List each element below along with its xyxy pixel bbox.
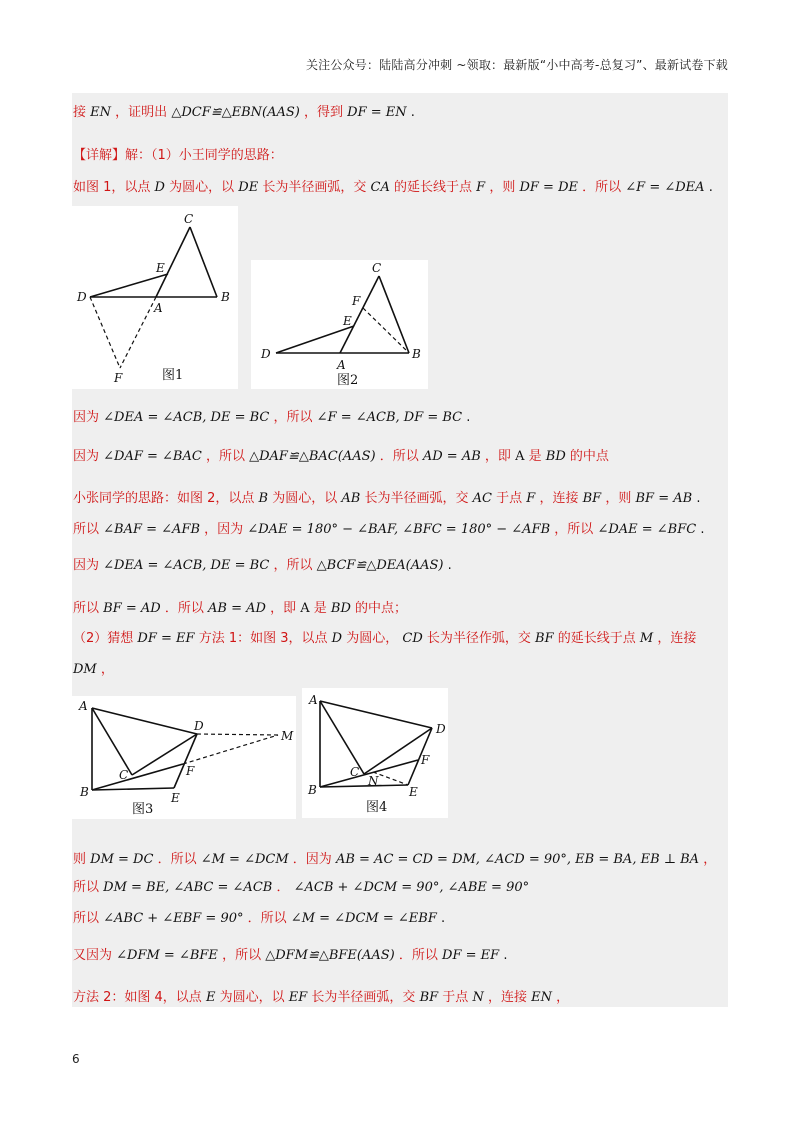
text: 的中点； xyxy=(355,601,408,616)
text: ，连接 xyxy=(487,990,527,1005)
text-line xyxy=(73,660,728,680)
label-b: B xyxy=(308,783,317,797)
label-d: D xyxy=(436,722,446,736)
math: ∠DEA = ∠ACB, DE = BC xyxy=(103,558,270,573)
text-line xyxy=(73,988,728,1008)
segment-fm xyxy=(183,735,278,764)
label-e: E xyxy=(156,261,165,275)
text: 因为 xyxy=(73,449,100,464)
math: △DAF≌△BAC(AAS) xyxy=(249,449,376,464)
text: 则 xyxy=(73,852,87,867)
text: 所以 xyxy=(73,880,100,895)
label-b: B xyxy=(80,785,89,799)
math: BD xyxy=(545,449,566,464)
segment-bf xyxy=(92,764,183,790)
math: BF xyxy=(535,631,554,646)
text-line xyxy=(73,946,728,966)
text-line xyxy=(73,850,728,870)
text: ．所以 xyxy=(582,180,622,195)
math: BF xyxy=(419,990,439,1005)
label-d: D xyxy=(77,290,87,304)
text: 长为半径作弧，交 xyxy=(426,631,531,646)
math: ∠M = ∠DCM = ∠EBF xyxy=(290,911,437,926)
text-line xyxy=(73,146,728,166)
text: . xyxy=(447,558,452,573)
label-f: F xyxy=(114,371,123,385)
math: AB xyxy=(341,491,361,506)
text: ，即 xyxy=(270,601,297,616)
text: ，因为 xyxy=(204,522,244,537)
label-a: A xyxy=(79,699,88,713)
math: DM = BE, ∠ABC = ∠ACB xyxy=(103,880,273,895)
segment-dm xyxy=(197,734,278,735)
text: . xyxy=(466,410,471,425)
label-f: F xyxy=(352,294,361,308)
text-line xyxy=(73,489,728,509)
math: B xyxy=(258,491,269,506)
math: BF = AB xyxy=(635,491,693,506)
math: ∠F = ∠ACB, DF = BC xyxy=(316,410,463,425)
math: ∠DEA = ∠ACB, DE = BC xyxy=(103,410,270,425)
math: D xyxy=(154,180,165,195)
math: AB = AD xyxy=(208,601,266,616)
math: EN xyxy=(90,105,112,120)
math: E xyxy=(205,990,216,1005)
text: 因为 xyxy=(73,558,100,573)
math: A xyxy=(515,449,525,464)
text: 的延长线于点 xyxy=(393,180,472,195)
math: A xyxy=(300,601,310,616)
text: ，所以 xyxy=(222,948,262,963)
text: . xyxy=(503,948,508,963)
text: 方法 2：如图 4，以点 xyxy=(73,990,202,1005)
text: 方法 1：如图 3，以点 xyxy=(198,631,328,646)
text-line xyxy=(73,408,728,428)
text: . xyxy=(700,522,705,537)
label-c: C xyxy=(184,212,194,226)
segment-cb xyxy=(190,227,217,297)
text: ．所以 xyxy=(398,948,438,963)
math: ∠M = ∠DCM xyxy=(200,852,289,867)
text: 长为半径画弧，交 xyxy=(364,491,469,506)
text: ，即 xyxy=(484,449,511,464)
math: ∠DAE = 180° − ∠BAF, ∠BFC = 180° − ∠AFB xyxy=(247,522,551,537)
text: 是 xyxy=(313,601,327,616)
math: △DCF≌△EBN(AAS) xyxy=(171,105,300,120)
label-a: A xyxy=(309,693,318,707)
text: ．所以 xyxy=(379,449,419,464)
text: 的延长线于点 xyxy=(557,631,636,646)
text: . xyxy=(440,911,446,926)
segment-de xyxy=(90,274,168,297)
text: ．所以 xyxy=(157,852,197,867)
math: BF xyxy=(582,491,602,506)
text-line xyxy=(73,103,728,123)
math: ∠ACB + ∠DCM = 90°, ∠ABE = 90° xyxy=(293,880,530,895)
math: DE xyxy=(238,180,259,195)
segment-df xyxy=(90,297,120,368)
text-line xyxy=(73,178,728,198)
detail-heading: 【详解】解：（1）小王同学的思路： xyxy=(73,148,283,163)
math: ∠DAF = ∠BAC xyxy=(103,449,202,464)
figure-caption: 图3 xyxy=(132,802,154,817)
label-e: E xyxy=(409,785,418,799)
math: BF = AD xyxy=(103,601,161,616)
text: ，则 xyxy=(605,491,632,506)
segment-ad xyxy=(92,708,197,734)
math: DF = EF xyxy=(137,631,195,646)
math: AB = AC = CD = DM, ∠ACD = 90°, EB = BA, EB ⊥ BA xyxy=(335,852,700,867)
math: DM = DC xyxy=(90,852,154,867)
label-a: A xyxy=(337,358,346,372)
text: ，所以 xyxy=(205,449,245,464)
figure-2 xyxy=(251,260,428,389)
text: （2）猜想 xyxy=(73,631,134,646)
figure-caption: 图1 xyxy=(162,368,184,383)
math: ∠BAF = ∠AFB xyxy=(103,522,201,537)
math: △BCF≌△DEA(AAS) xyxy=(316,558,444,573)
math: AC xyxy=(472,491,492,506)
text: 如图 1，以点 xyxy=(73,180,151,195)
label-f: F xyxy=(186,764,195,778)
text: 所以 xyxy=(73,911,100,926)
math: DF = EN xyxy=(347,105,407,120)
label-d: D xyxy=(261,347,271,361)
text: 于点 xyxy=(442,990,469,1005)
text: ， xyxy=(100,662,114,677)
label-d: D xyxy=(194,719,204,733)
text: ． xyxy=(276,880,290,895)
text: ，连接 xyxy=(657,631,697,646)
math: EF xyxy=(288,990,308,1005)
math: N xyxy=(472,990,484,1005)
math: DM xyxy=(73,662,97,677)
text: . xyxy=(696,491,701,506)
label-c: C xyxy=(350,765,360,779)
text: ，连接 xyxy=(539,491,579,506)
math: ∠F = ∠DEA xyxy=(625,180,705,195)
text: 又因为 xyxy=(73,948,113,963)
page-number: 6 xyxy=(72,1052,80,1066)
text-line xyxy=(73,447,728,467)
math: CA xyxy=(370,180,390,195)
label-a: A xyxy=(154,301,163,315)
math: ∠ABC + ∠EBF = 90° xyxy=(103,911,244,926)
math: AD = AB xyxy=(422,449,481,464)
text: ，所以 xyxy=(273,410,313,425)
text: 长为半径画弧，交 xyxy=(311,990,416,1005)
text-line xyxy=(73,878,728,898)
text: ，证明出 xyxy=(115,105,168,120)
text: ，所以 xyxy=(554,522,594,537)
text: . xyxy=(410,105,415,120)
segment-ac xyxy=(92,708,132,775)
text: 是 xyxy=(528,449,542,464)
text-line xyxy=(73,909,728,929)
segment-bf xyxy=(363,308,409,353)
label-c: C xyxy=(119,768,129,782)
figure-4 xyxy=(302,688,448,818)
math: F xyxy=(476,180,486,195)
text: ， xyxy=(556,990,570,1005)
text: ，所以 xyxy=(273,558,313,573)
math: EN xyxy=(531,990,552,1005)
text: 为圆心，以 xyxy=(219,990,285,1005)
text: 为圆心，以 xyxy=(169,180,235,195)
segment-cb xyxy=(379,276,409,353)
text: 所以 xyxy=(73,601,100,616)
text-line xyxy=(73,629,728,649)
segment-af xyxy=(120,297,156,368)
math: DF = DE xyxy=(519,180,578,195)
math: ∠DFM = ∠BFE xyxy=(116,948,218,963)
text: 为圆心， xyxy=(346,631,399,646)
segment-ac xyxy=(320,701,364,774)
segment-be xyxy=(92,788,174,790)
math: M xyxy=(639,631,654,646)
label-f: F xyxy=(421,753,430,767)
text: 接 xyxy=(73,105,87,120)
page-header: 关注公众号：陆陆高分冲刺 ~领取：最新版“小中高考-总复习”、最新试卷下载 xyxy=(305,58,728,72)
math: ∠DAE = ∠BFC xyxy=(597,522,697,537)
figure-caption: 图2 xyxy=(337,373,359,388)
label-b: B xyxy=(412,347,421,361)
text: 的中点 xyxy=(569,449,609,464)
math: CD xyxy=(402,631,423,646)
text: ，得到 xyxy=(304,105,344,120)
math: BD xyxy=(330,601,351,616)
label-b: B xyxy=(221,290,230,304)
text-line xyxy=(73,520,728,540)
text: 小张同学的思路：如图 2，以点 xyxy=(73,491,255,506)
math: F xyxy=(526,491,536,506)
label-e: E xyxy=(171,791,180,805)
text: ．所以 xyxy=(164,601,204,616)
text-line xyxy=(73,599,728,619)
text: ．因为 xyxy=(292,852,332,867)
segment-be xyxy=(320,785,408,787)
figure-1 xyxy=(72,206,238,389)
label-n: N xyxy=(368,774,379,788)
text: ．所以 xyxy=(247,911,287,926)
text: 所以 xyxy=(73,522,100,537)
text: 于点 xyxy=(496,491,523,506)
math: D xyxy=(331,631,343,646)
text: 因为 xyxy=(73,410,100,425)
label-e: E xyxy=(343,314,352,328)
text: 为圆心，以 xyxy=(272,491,338,506)
text: ， xyxy=(703,852,717,867)
text: ，则 xyxy=(489,180,516,195)
label-c: C xyxy=(372,261,382,275)
figure-caption: 图4 xyxy=(366,800,388,815)
text-line xyxy=(73,556,728,576)
math: DF = EF xyxy=(442,948,500,963)
math: △DFM≌△BFE(AAS) xyxy=(265,948,395,963)
figure-3 xyxy=(72,696,296,819)
label-m: M xyxy=(281,729,294,743)
text: 长为半径画弧，交 xyxy=(262,180,367,195)
text: . xyxy=(708,180,713,195)
segment-ad xyxy=(320,701,432,728)
